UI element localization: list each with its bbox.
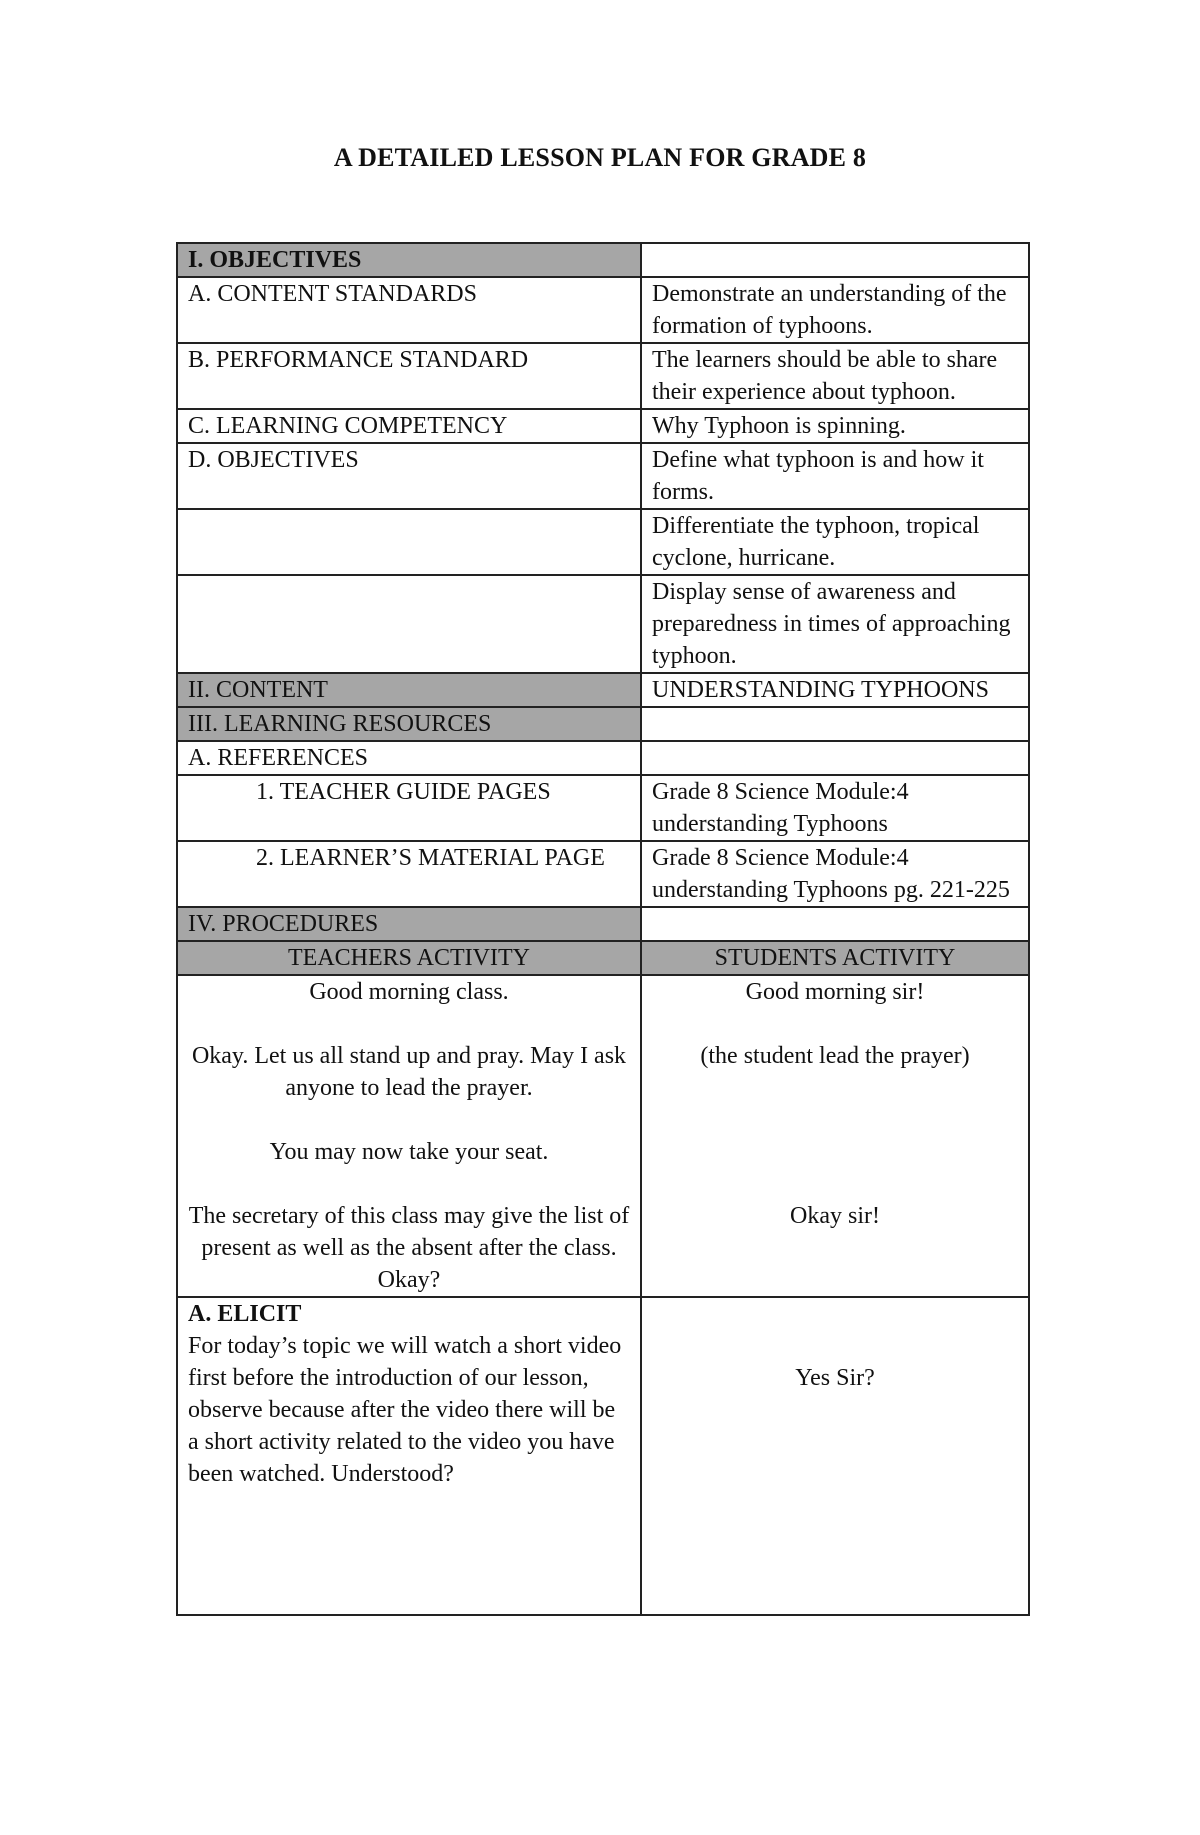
teacher-line: Okay. Let us all stand up and pray. May I ask anyone to lead the prayer. (191, 1043, 627, 1101)
learner-material-value: Grade 8 Science Module:4 understanding Typhoons pg. 221-225 (641, 841, 1029, 907)
table-row (177, 841, 1029, 907)
elicit-student-text: Yes Sir? (795, 1365, 875, 1391)
procedures-header: IV. PROCEDURES (177, 907, 641, 941)
table-row (177, 707, 1029, 741)
lesson-plan-table (176, 242, 1030, 1616)
students-activity-header: STUDENTS ACTIVITY (641, 941, 1029, 975)
table-row (177, 1297, 1029, 1615)
teacher-intro-cell (177, 975, 641, 1297)
references-label: A. REFERENCES (177, 741, 641, 775)
table-row (177, 509, 1029, 575)
table-row (177, 975, 1029, 1297)
student-line: Okay sir! (790, 1203, 880, 1229)
content-standards-label: A. CONTENT STANDARDS (177, 277, 641, 343)
elicit-teacher-text: For today’s topic we will watch a short video first before the introduction of our lesson, observe because after the video there will be a short activity related to the video you have been watched. Understood? (188, 1333, 622, 1487)
teachers-activity-header: TEACHERS ACTIVITY (177, 941, 641, 975)
content-standards-value: Demonstrate an understanding of the formation of typhoons. (641, 277, 1029, 343)
table-row (177, 575, 1029, 673)
student-intro-cell (641, 975, 1029, 1297)
content-value: UNDERSTANDING TYPHOONS (641, 673, 1029, 707)
learner-material-label: 2. LEARNER’S MATERIAL PAGE (177, 841, 641, 907)
table-row (177, 243, 1029, 277)
table-row (177, 941, 1029, 975)
performance-standard-label: B. PERFORMANCE STANDARD (177, 343, 641, 409)
student-line: (the student lead the prayer) (700, 1043, 970, 1069)
table-row (177, 775, 1029, 841)
teacher-line: The secretary of this class may give the list of present as well as the absent after the class. Okay? (188, 1203, 630, 1293)
table-row (177, 343, 1029, 409)
table-row (177, 443, 1029, 509)
table-row (177, 409, 1029, 443)
table-row (177, 277, 1029, 343)
table-row (177, 673, 1029, 707)
empty-cell (641, 243, 1029, 277)
objectives-header: I. OBJECTIVES (177, 243, 641, 277)
objective-item: Differentiate the typhoon, tropical cyclone, hurricane. (641, 509, 1029, 575)
learning-resources-header: III. LEARNING RESOURCES (177, 707, 641, 741)
empty-cell (641, 741, 1029, 775)
content-label: II. CONTENT (177, 673, 641, 707)
empty-cell (641, 707, 1029, 741)
document-title: A DETAILED LESSON PLAN FOR GRADE 8 (333, 143, 867, 172)
objective-item: Define what typhoon is and how it forms. (641, 443, 1029, 509)
teacher-guide-label: 1. TEACHER GUIDE PAGES (177, 775, 641, 841)
empty-cell (177, 509, 641, 575)
table-row (177, 741, 1029, 775)
elicit-heading: A. ELICIT (188, 1301, 302, 1327)
elicit-student-cell (641, 1297, 1029, 1615)
learning-competency-value: Why Typhoon is spinning. (641, 409, 1029, 443)
performance-standard-value: The learners should be able to share their experience about typhoon. (641, 343, 1029, 409)
objectives-label: D. OBJECTIVES (177, 443, 641, 509)
teacher-guide-value: Grade 8 Science Module:4 understanding Typhoons (641, 775, 1029, 841)
empty-cell (641, 907, 1029, 941)
objective-item: Display sense of awareness and preparedness in times of approaching typhoon. (641, 575, 1029, 673)
teacher-line: You may now take your seat. (269, 1139, 549, 1165)
empty-cell (177, 575, 641, 673)
table-row (177, 907, 1029, 941)
elicit-cell (177, 1297, 641, 1615)
student-line: Good morning sir! (745, 979, 925, 1005)
teacher-line: Good morning class. (309, 979, 509, 1005)
learning-competency-label: C. LEARNING COMPETENCY (177, 409, 641, 443)
